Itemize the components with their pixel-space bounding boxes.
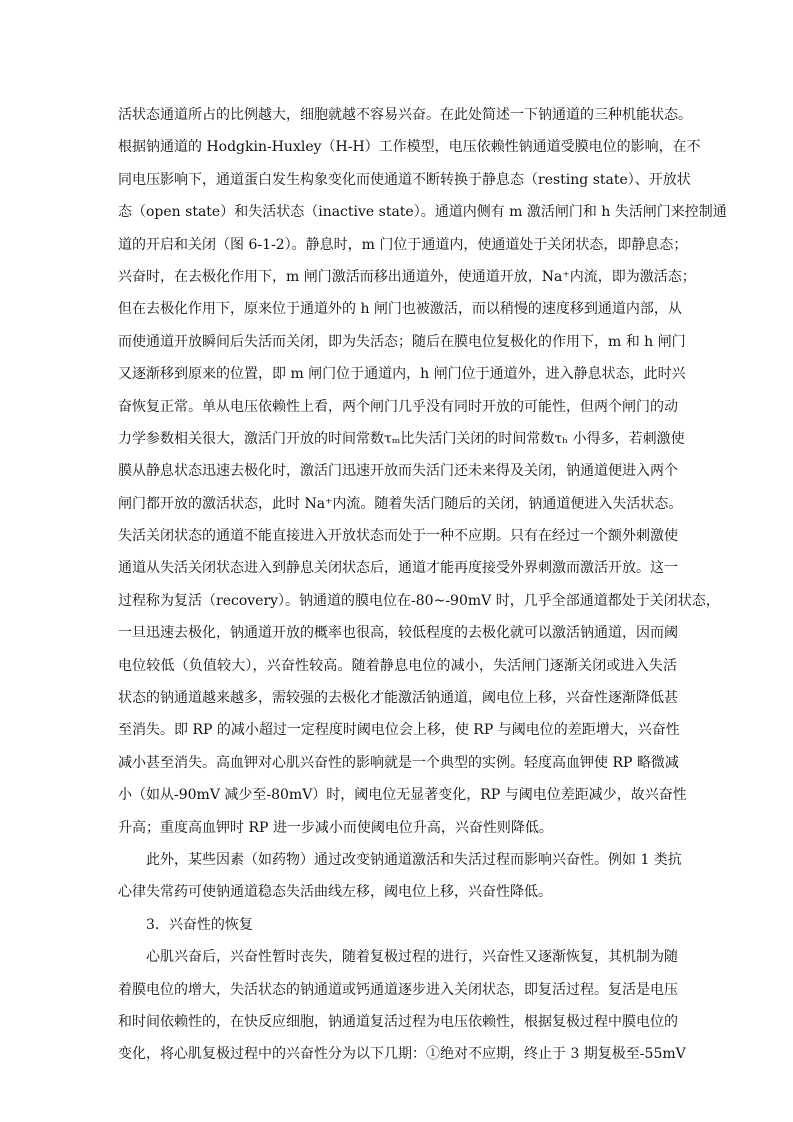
text-line: 失活关闭状态的通道不能直接进入开放状态而处于一种不应期。只有在经过一个额外刺激使 xyxy=(118,528,678,545)
text-line: 而使通道开放瞬间后失活而关闭，即为失活态；随后在膜电位复极化的作用下，m 和 h 闸门 xyxy=(118,333,686,350)
text-line: 膜从静息状态迅速去极化时，激活门迅速开放而失活门还未来得及关闭，钠通道便进入两个 xyxy=(118,463,678,480)
text-line: 心律失常药可使钠通道稳态失活曲线左移，阈电位上移，兴奋性降低。 xyxy=(118,884,552,901)
text-line: 电位较低（负值较大），兴奋性较高。随着静息电位的减小，失活闸门逐渐关闭或进入失活 xyxy=(118,657,677,674)
text-line: 状态的钠通道越来越多，需较强的去极化才能激活钠通道，阈电位上移，兴奋性逐渐降低甚 xyxy=(118,690,678,707)
text-line: 心肌兴奋后，兴奋性暂时丧失，随着复极过程的进行，兴奋性又逐渐恢复，其机制为随 xyxy=(146,949,678,966)
text-line: 道的开启和关闭（图 6-1-2）。静息时，m 门位于通道内，使通道处于关闭状态，即静息态； xyxy=(118,236,688,253)
text-line: 减小甚至消失。高血钾对心肌兴奋性的影响就是一个典型的实例。轻度高血钾使 RP 略微减 xyxy=(118,754,679,771)
paragraph xyxy=(118,849,682,914)
text-line: 和时间依赖性的，在快反应细胞，钠通道复活过程为电压依赖性，根据复极过程中膜电位的 xyxy=(118,1013,678,1030)
text-line: 一旦迅速去极化，钠通道开放的概率也很高，较低程度的去极化就可以激活钠通道，因而阈 xyxy=(118,625,678,642)
text-line: 态（open state）和失活状态（inactive state）。通道内侧有 m 激活闸门和 h 失活闸门来控制通 xyxy=(118,204,727,221)
text-line: 此外，某些因素（如药物）通过改变钠通道激活和失活过程而影响兴奋性。例如 1 类抗 xyxy=(146,851,682,868)
text-line: 奋恢复正常。单从电压依赖性上看，两个闸门几乎没有同时开放的可能性，但两个闸门的动 xyxy=(118,398,678,415)
text-line: 兴奋时，在去极化作用下，m 闸门激活而移出通道外，使通道开放，Na⁺内流，即为激活态； xyxy=(118,268,696,285)
text-line: 变化，将心肌复极过程中的兴奋性分为以下几期：①绝对不应期，终止于 3 期复极至-55mV xyxy=(118,1046,686,1063)
paragraph xyxy=(118,946,686,1076)
text-line: 但在去极化作用下，原来位于通道外的 h 闸门也被激活，而以稍慢的速度移到通道内部，从 xyxy=(118,301,682,318)
document-page xyxy=(118,104,727,1076)
text-line: 同电压影响下，通道蛋白发生构象变化而使通道不断转换于静息态（resting state）、开放状 xyxy=(118,171,691,188)
text-line: 根据钠通道的 Hodgkin-Huxley（H-H）工作模型，电压依赖性钠通道受膜电位的影响，在不 xyxy=(118,139,701,156)
text-line: 升高；重度高血钾时 RP 进一步减小而使阈电位升高，兴奋性则降低。 xyxy=(118,819,553,836)
text-line: 闸门都开放的激活状态，此时 Na⁺内流。随着失活门随后的关闭，钠通道便进入失活状态。 xyxy=(118,495,683,512)
text-line: 3．兴奋性的恢复 xyxy=(146,916,253,933)
text-line: 力学参数相关很大，激活门开放的时间常数τₘ比失活门关闭的时间常数τₕ 小得多，若刺激使 xyxy=(118,430,685,447)
text-line: 通道从失活关闭状态进入到静息关闭状态后，通道才能再度接受外界刺激而激活开放。这一 xyxy=(118,560,678,577)
text-line: 又逐渐移到原来的位置，即 m 闸门位于通道内，h 闸门位于通道外，进入静息状态，此时兴 xyxy=(118,366,686,383)
text-line: 活状态通道所占的比例越大，细胞就越不容易兴奋。在此处简述一下钠通道的三种机能状态。 xyxy=(118,107,692,123)
text-line: 至消失。即 RP 的减小超过一定程度时阈电位会上移，使 RP 与阈电位的差距增大，兴奋性 xyxy=(118,722,680,739)
text-line: 过程称为复活（recovery）。钠通道的膜电位在-80~-90mV 时，几乎全部通道都处于关闭状态， xyxy=(118,592,720,609)
section-heading xyxy=(118,914,677,946)
text-line: 小（如从-90mV 减少至-80mV）时，阈电位无显著变化，RP 与阈电位差距减少，故兴奋性 xyxy=(118,787,687,804)
text-line: 着膜电位的增大，失活状态的钠通道或钙通道逐步进入关闭状态，即复活过程。复活是电压 xyxy=(118,981,678,998)
paragraph xyxy=(118,104,727,849)
